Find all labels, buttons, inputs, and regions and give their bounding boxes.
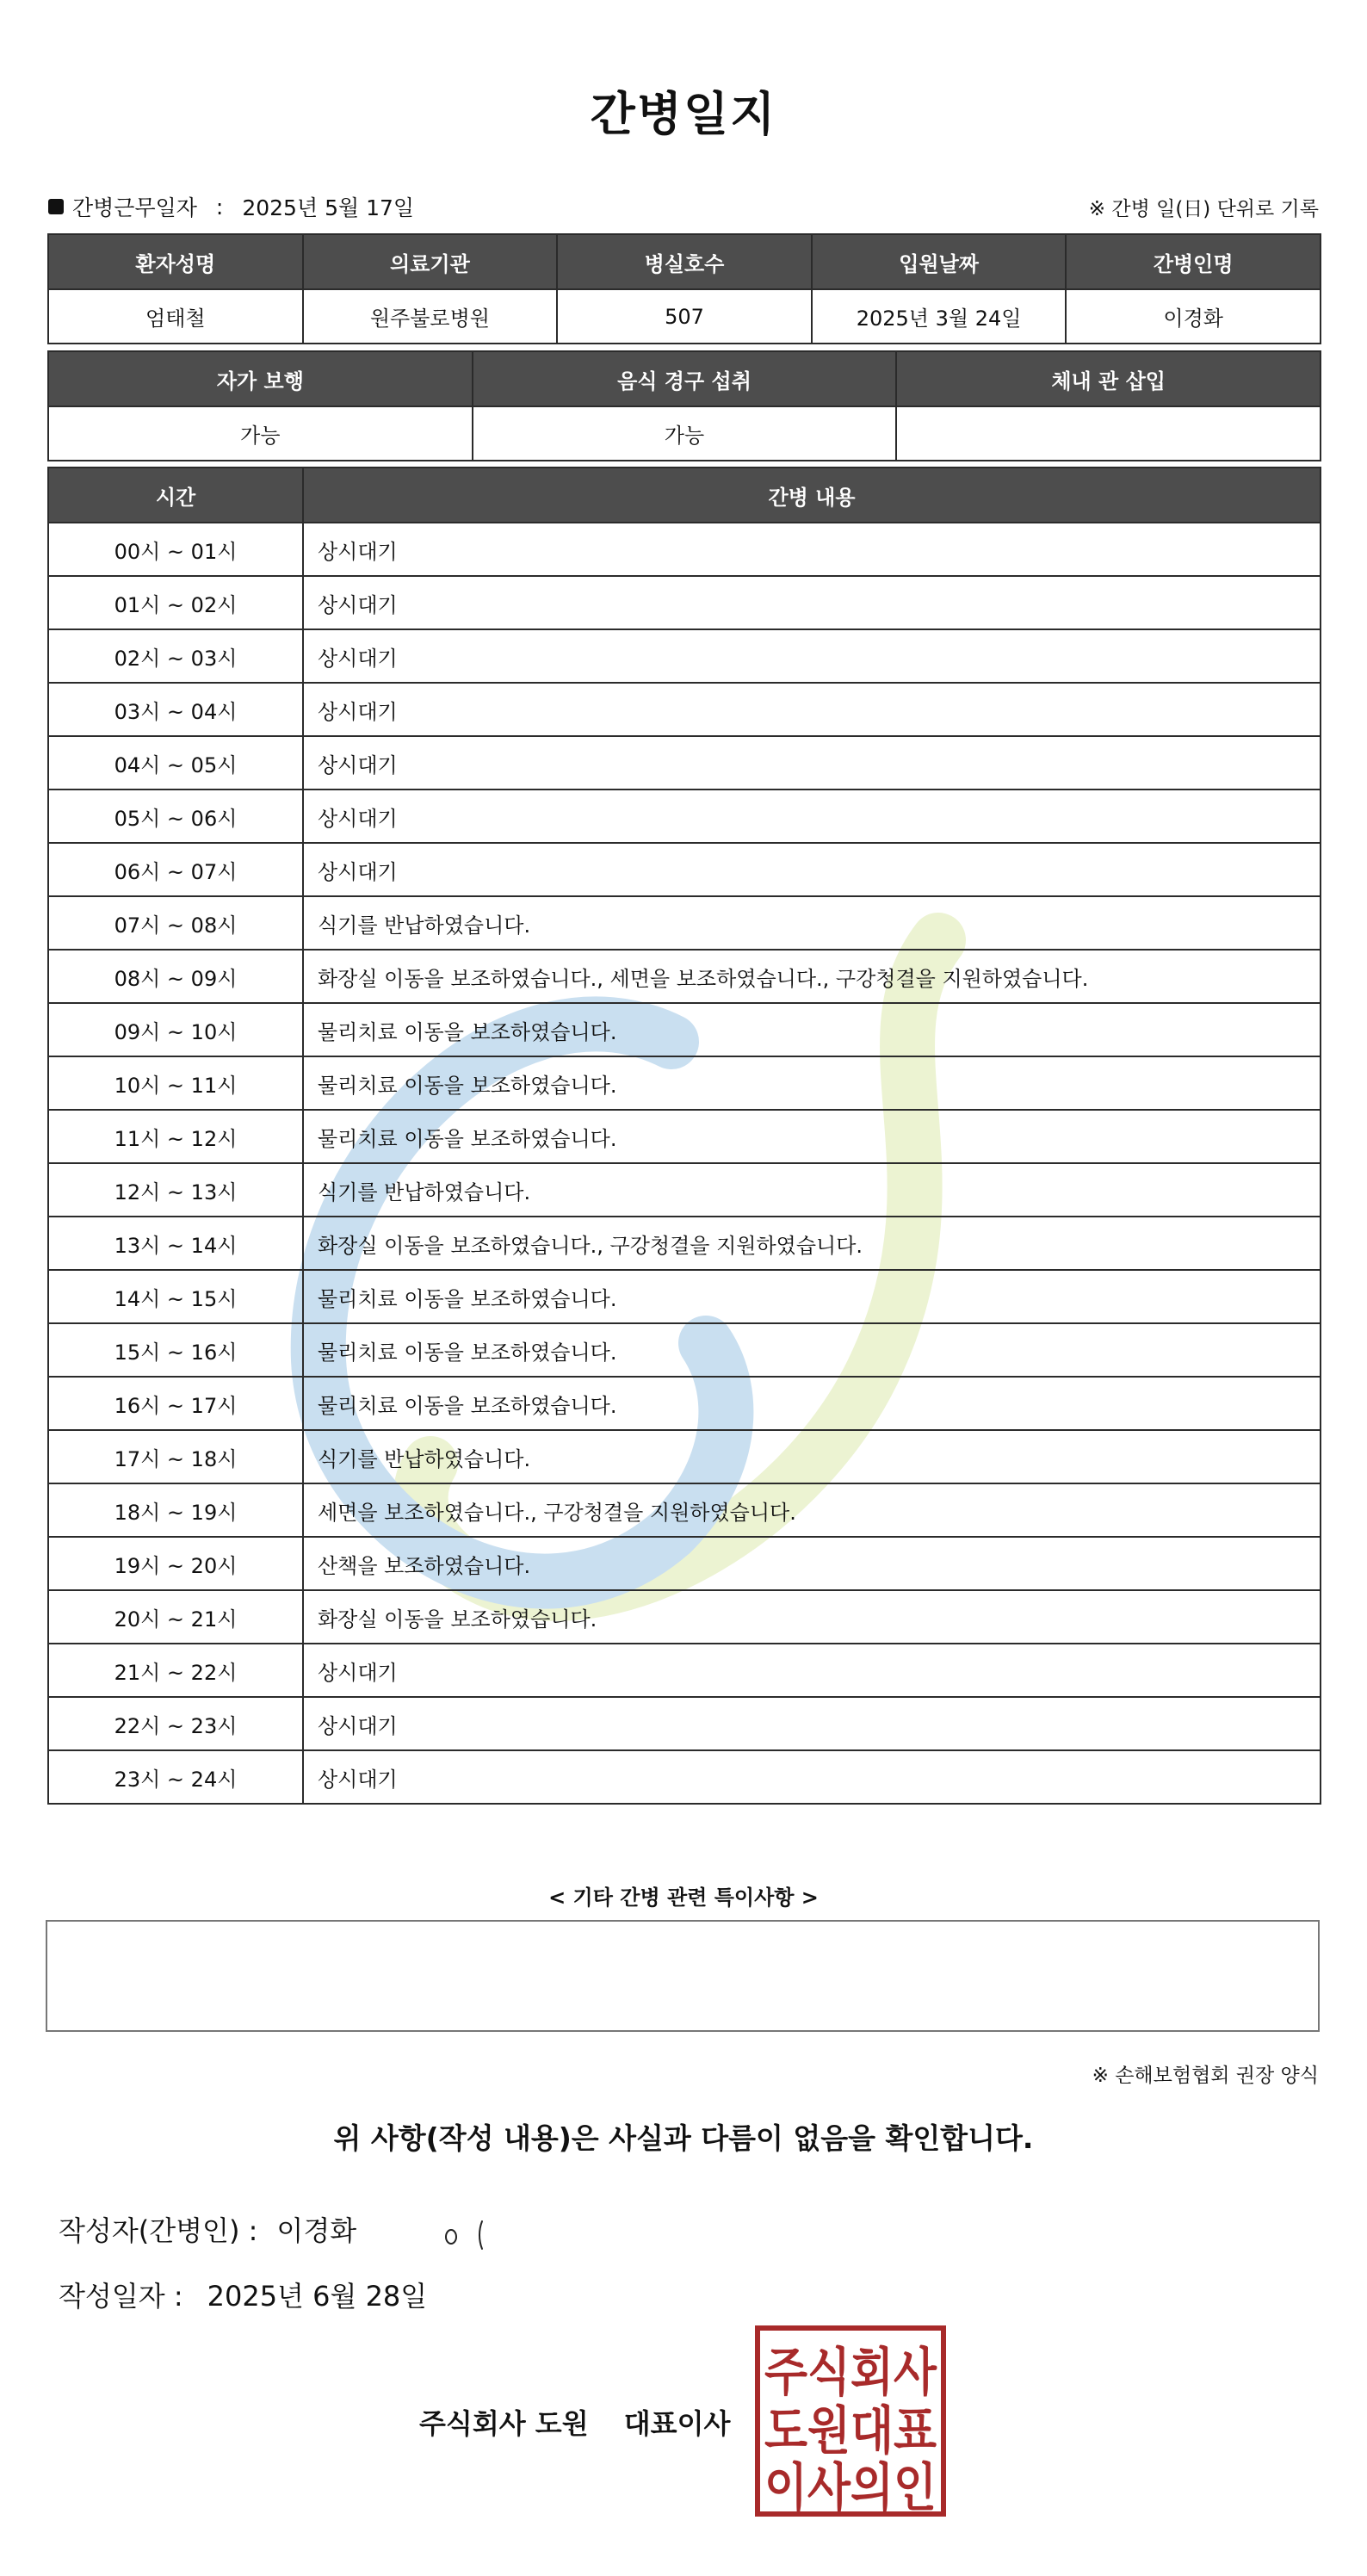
care-time: 05시 ~ 06시 [48,790,303,843]
care-content: 상시대기 [303,1697,1321,1750]
company-representative: 대표이사 [623,2407,731,2440]
care-time: 09시 ~ 10시 [48,1003,303,1056]
care-time: 16시 ~ 17시 [48,1377,303,1430]
care-content: 물리치료 이동을 보조하였습니다. [303,1110,1321,1163]
care-log-table [47,467,1321,1805]
care-content: 상시대기 [303,1644,1321,1697]
care-content: 상시대기 [303,683,1321,736]
care-content: 상시대기 [303,629,1321,683]
header-time: 시간 [48,468,303,523]
work-date-label: 간병근무일자 [72,195,197,220]
self-walking: 가능 [48,406,473,461]
care-content: 세면을 보조하였습니다., 구강청결을 지원하였습니다. [303,1483,1321,1537]
header-oral-intake: 음식 경구 섭취 [473,351,897,406]
written-date-label: 작성일자 : [59,2280,183,2313]
care-time: 20시 ~ 21시 [48,1590,303,1644]
form-note: ※ 손해보험협회 권장 양식 [1092,2065,1319,2087]
care-time: 10시 ~ 11시 [48,1056,303,1110]
care-time: 23시 ~ 24시 [48,1750,303,1804]
svg-text:이사의인: 이사의인 [764,2458,937,2517]
header-patient-name: 환자성명 [48,234,303,289]
table-row [48,1217,1321,1270]
care-content: 물리치료 이동을 보조하였습니다. [303,1323,1321,1377]
care-time: 02시 ~ 03시 [48,629,303,683]
care-content: 물리치료 이동을 보조하였습니다. [303,1270,1321,1323]
header-tube-insertion: 체내 관 삽입 [896,351,1321,406]
care-time: 11시 ~ 12시 [48,1110,303,1163]
care-time: 13시 ~ 14시 [48,1217,303,1270]
room-number: 507 [557,289,812,344]
care-time: 06시 ~ 07시 [48,843,303,896]
table-row [48,896,1321,950]
header-caregiver-name: 간병인명 [1066,234,1321,289]
care-content: 식기를 반납하였습니다. [303,1430,1321,1483]
care-time: 00시 ~ 01시 [48,523,303,576]
table-row [48,1644,1321,1697]
table-row [48,1323,1321,1377]
patient-info-table [47,233,1321,344]
writer [59,2209,356,2249]
header-care-content: 간병 내용 [303,468,1321,523]
table-row [48,1270,1321,1323]
table-row [48,576,1321,629]
care-time: 03시 ~ 04시 [48,683,303,736]
caregiver-name: 이경화 [1066,289,1321,344]
care-content: 물리치료 이동을 보조하였습니다. [303,1377,1321,1430]
care-time: 14시 ~ 15시 [48,1270,303,1323]
care-time: 12시 ~ 13시 [48,1163,303,1217]
table-row [48,1590,1321,1644]
table-row [48,683,1321,736]
company-name: 주식회사 도원 [419,2407,589,2440]
table-row [48,1056,1321,1110]
remarks-box [46,1920,1320,2032]
patient-status-table [47,350,1321,461]
care-content: 상시대기 [303,523,1321,576]
table-row [48,1537,1321,1590]
care-content: 식기를 반납하였습니다. [303,896,1321,950]
care-time: 15시 ~ 16시 [48,1323,303,1377]
table-row [48,1697,1321,1750]
admission-date: 2025년 3월 24일 [812,289,1067,344]
table-row [48,843,1321,896]
table-row [48,1483,1321,1537]
work-date-value: 2025년 5월 17일 [242,195,415,220]
table-row [48,790,1321,843]
care-content: 화장실 이동을 보조하였습니다., 구강청결을 지원하였습니다. [303,1217,1321,1270]
care-time: 04시 ~ 05시 [48,736,303,790]
header-room: 병실호수 [557,234,812,289]
square-bullet-icon [48,199,64,214]
confirmation-statement: 위 사항(작성 내용)은 사실과 다름이 없음을 확인합니다. [333,2121,1034,2155]
care-content: 화장실 이동을 보조하였습니다. [303,1590,1321,1644]
oral-intake: 가능 [473,406,897,461]
table-row [48,1377,1321,1430]
care-time: 19시 ~ 20시 [48,1537,303,1590]
care-time: 08시 ~ 09시 [48,950,303,1003]
care-content: 산책을 보조하였습니다. [303,1537,1321,1590]
header-institution: 의료기관 [303,234,558,289]
care-content: 상시대기 [303,576,1321,629]
unit-note: ※ 간병 일(日) 단위로 기록 [1088,198,1319,220]
work-date-separator: : [215,194,224,220]
care-content: 물리치료 이동을 보조하였습니다. [303,1056,1321,1110]
table-row [48,1430,1321,1483]
table-row [48,1163,1321,1217]
header-admission-date: 입원날짜 [812,234,1067,289]
header-self-walking: 자가 보행 [48,351,473,406]
table-row [48,1003,1321,1056]
work-date [48,191,414,222]
written-date-value: 2025년 6월 28일 [207,2280,428,2313]
tube-insertion [896,406,1321,461]
care-content: 상시대기 [303,790,1321,843]
care-time: 18시 ~ 19시 [48,1483,303,1537]
svg-text:주식회사: 주식회사 [764,2343,937,2403]
care-content: 식기를 반납하였습니다. [303,1163,1321,1217]
writer-label: 작성자(간병인) : [59,2214,258,2247]
care-content: 상시대기 [303,843,1321,896]
care-time: 01시 ~ 02시 [48,576,303,629]
table-row [48,950,1321,1003]
patient-name: 엄태철 [48,289,303,344]
page-title: 간병일지 [590,87,777,141]
writer-name: 이경화 [276,2214,357,2247]
care-content: 물리치료 이동을 보조하였습니다. [303,1003,1321,1056]
care-content: 상시대기 [303,1750,1321,1804]
table-row [48,1110,1321,1163]
company [419,2402,730,2442]
table-row [48,736,1321,790]
care-content: 화장실 이동을 보조하였습니다., 세면을 보조하였습니다., 구강청결을 지원하였습니다. [303,950,1321,1003]
care-time: 22시 ~ 23시 [48,1697,303,1750]
care-content: 상시대기 [303,736,1321,790]
svg-text:도원대표: 도원대표 [764,2401,937,2461]
company-seal-stamp [754,2325,947,2517]
handwritten-signature [439,2211,499,2254]
table-row [48,629,1321,683]
table-row [48,523,1321,576]
institution: 원주불로병원 [303,289,558,344]
written-date [59,2275,427,2314]
care-time: 17시 ~ 18시 [48,1430,303,1483]
care-time: 21시 ~ 22시 [48,1644,303,1697]
remarks-title: < 기타 간병 관련 특이사항 > [548,1886,819,1910]
table-row [48,1750,1321,1804]
care-time: 07시 ~ 08시 [48,896,303,950]
